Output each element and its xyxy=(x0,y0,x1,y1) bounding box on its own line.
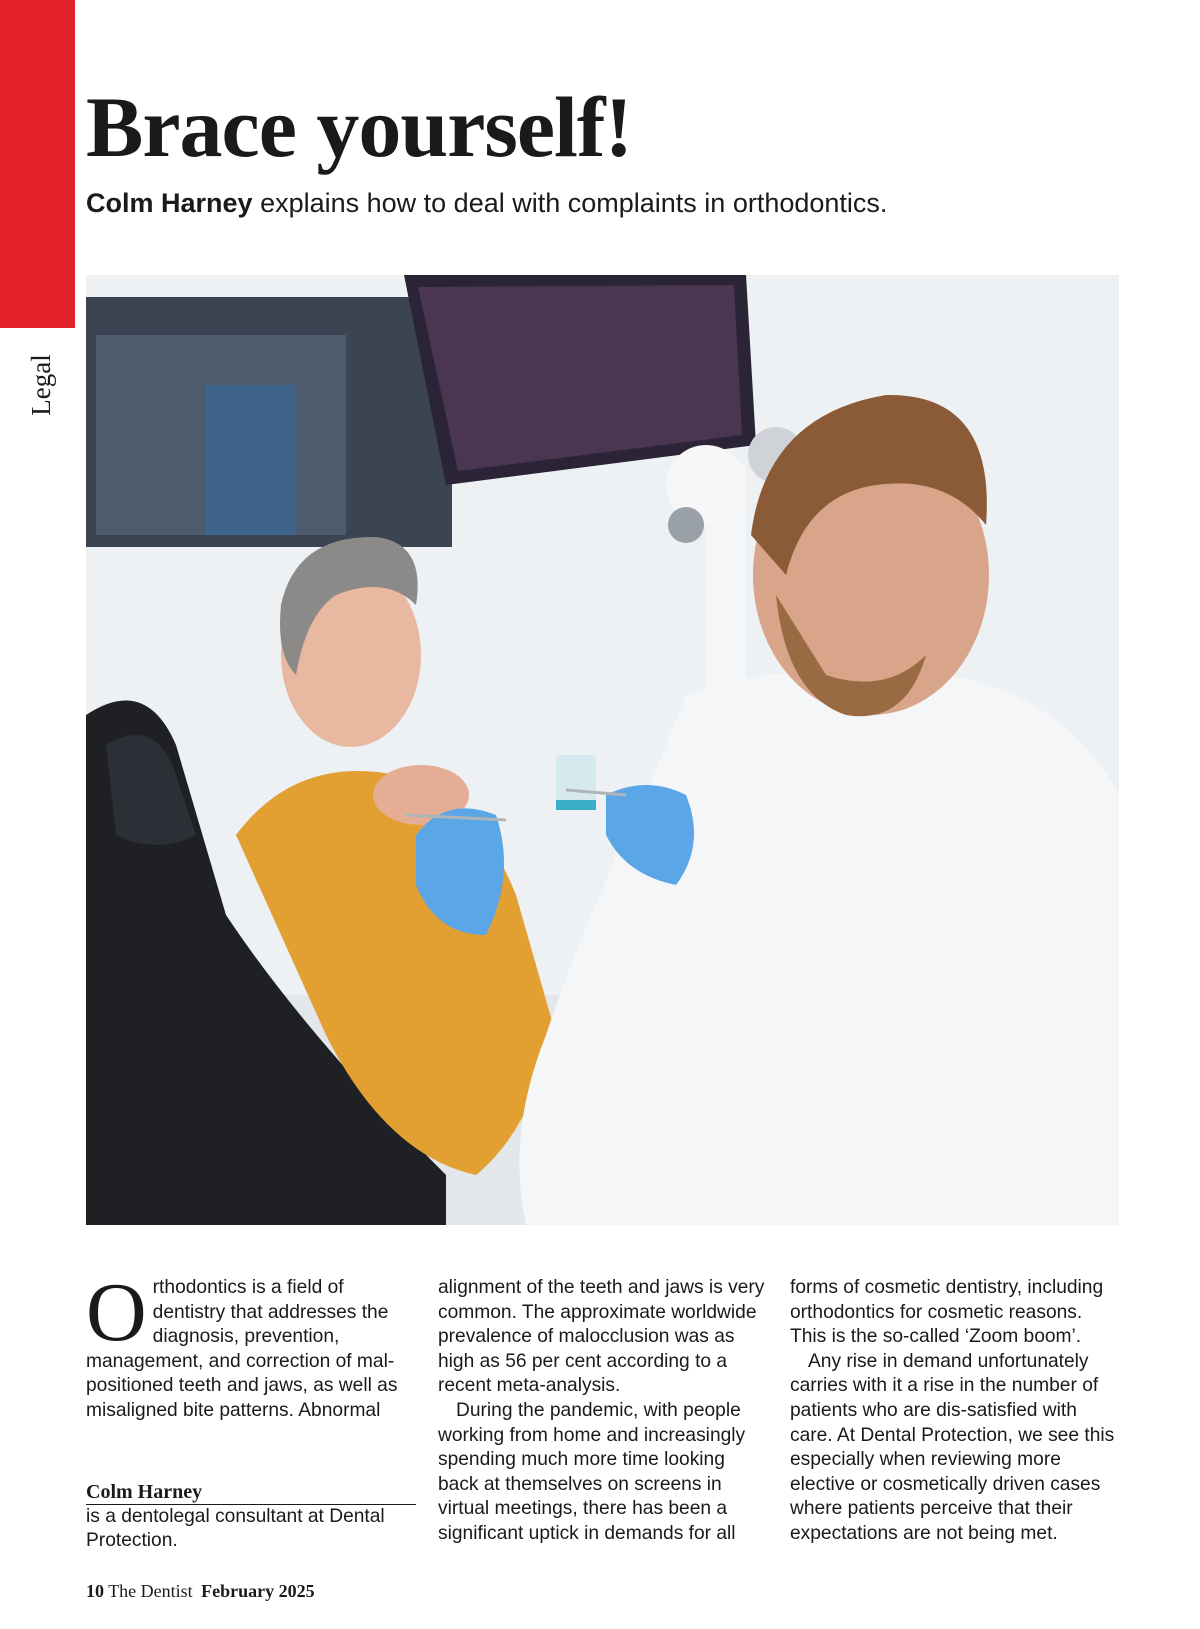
article-title: Brace yourself! xyxy=(86,79,633,175)
article-paragraph: During the pandemic, with people working from home and increasingly spending much more time looking back at themselves on screens in virtual meetings, there has been a significant uptick in demands for all xyxy=(438,1399,746,1544)
publication-name: The Dentist xyxy=(108,1581,193,1601)
page-footer xyxy=(86,1581,315,1602)
article-standfirst xyxy=(86,188,887,219)
standfirst-text: explains how to deal with complaints in orthodontics. xyxy=(252,188,888,218)
article-paragraph: rthodontics is a field of dentistry that addresses the diagnosis, prevention, management, and correction of mal-positioned teeth and jaws, as well as misaligned bite patterns. Abnormal xyxy=(86,1277,398,1421)
author-bio xyxy=(86,1480,416,1553)
article-column-1 xyxy=(86,1266,416,1424)
standfirst-author: Colm Harney xyxy=(86,188,253,218)
article-paragraph: forms of cosmetic dentistry, including orthodontics for cosmetic reasons. This is the so-called ‘Zoom boom’. xyxy=(790,1277,1104,1348)
dentist-consultation-illustration xyxy=(86,275,1119,1225)
article-column-2 xyxy=(438,1276,768,1547)
bio-text: is a dentolegal consultant at Dental Protection. xyxy=(86,1506,385,1551)
article-paragraph: alignment of the teeth and jaws is very common. The approximate worldwide prevalence of malocclusion was as high as 56 per cent according to a recent meta-analysis. xyxy=(438,1277,765,1397)
drop-cap: O xyxy=(86,1266,147,1359)
page-number: 10 xyxy=(86,1581,104,1601)
bio-author-name: Colm Harney xyxy=(86,1480,416,1505)
section-label: Legal xyxy=(26,354,56,416)
article-column-3 xyxy=(790,1276,1120,1547)
hero-photo xyxy=(86,275,1119,1225)
article-paragraph: Any rise in demand unfortunately carries with it a rise in the number of patients who are dis-satisfied with care. At Dental Protection, we see this especially when reviewing more elective or cosmetically driven cases where patients perceive that their expectations are not being met. xyxy=(790,1350,1115,1544)
section-accent-bar xyxy=(0,0,75,328)
issue-date: February 2025 xyxy=(201,1581,315,1601)
